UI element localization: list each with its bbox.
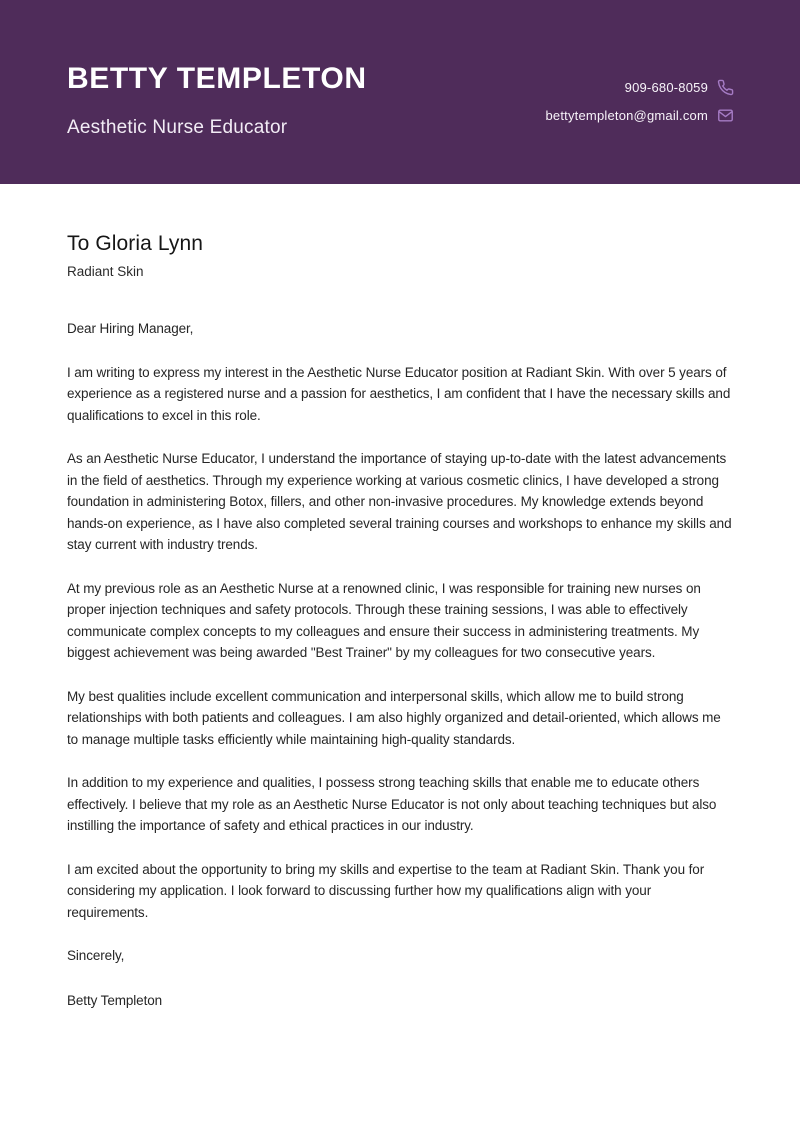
identity-block — [67, 64, 367, 138]
email-contact — [545, 107, 734, 124]
email-address: bettytempleton@gmail.com — [545, 108, 708, 123]
letter-paragraph-1: I am writing to express my interest in the Aesthetic Nurse Educator position at Radiant Skin. With over 5 years of experience as a registered nurse and a passion for aesthetics, I am confident that I have the necessary skills and qualifications to excel in this role. — [67, 364, 731, 423]
letter-paragraph-5: In addition to my experience and qualities, I possess strong teaching skills that enable me to educate others effectively. I believe that my role as an Aesthetic Nurse Educator is not only about teaching techniques but also instilling the importance of safety and ethical practices in our industry. — [67, 775, 717, 833]
header — [0, 0, 800, 184]
person-name: BETTY TEMPLETON — [67, 62, 367, 95]
letter-paragraph-3: At my previous role as an Aesthetic Nurse at a renowned clinic, I was responsible for training new nurses on proper injection techniques and safety protocols. Through these training sessions, I was able to effectively communicate complex concepts to my colleagues and ensure their success in administering treatments. My biggest achievement was being awarded "Best Trainer" by my colleagues for two consecutive years. — [67, 580, 701, 660]
envelope-icon — [717, 107, 734, 124]
signature-name: Betty Templeton — [67, 992, 163, 1008]
phone-contact — [625, 79, 734, 96]
letter-body — [0, 231, 800, 1011]
contact-info — [545, 79, 734, 124]
job-title: Aesthetic Nurse Educator — [67, 117, 288, 138]
letter-paragraph-4: My best qualities include excellent communication and interpersonal skills, which allow me to build strong relationships with both patients and colleagues. I am also highly organized and detail-oriented, which allows me to manage multiple tasks efficiently while maintaining high-quality standards. — [67, 688, 721, 747]
letter-paragraph-6: I am excited about the opportunity to bring my skills and expertise to the team at Radiant Skin. Thank you for considering my application. I look forward to discussing further how my qualifications align with your requirements. — [67, 861, 705, 920]
letter-paragraph-2: As an Aesthetic Nurse Educator, I understand the importance of staying up-to-date with the latest advancements in the field of aesthetics. Through my experience working at various cosmetic clinics, I have developed a strong foundation in administering Botox, fillers, and other non-invasive procedures. My knowledge extends beyond hands-on experience, as I have also completed several training courses and workshops to enhance my skills and stay current with industry trends. — [67, 451, 732, 552]
closing: Sincerely, — [67, 948, 125, 963]
phone-icon — [717, 79, 734, 96]
salutation: Dear Hiring Manager, — [67, 321, 194, 336]
recipient-name: To Gloria Lynn — [67, 232, 204, 255]
recipient-company: Radiant Skin — [67, 264, 144, 279]
phone-number: 909-680-8059 — [624, 80, 708, 95]
